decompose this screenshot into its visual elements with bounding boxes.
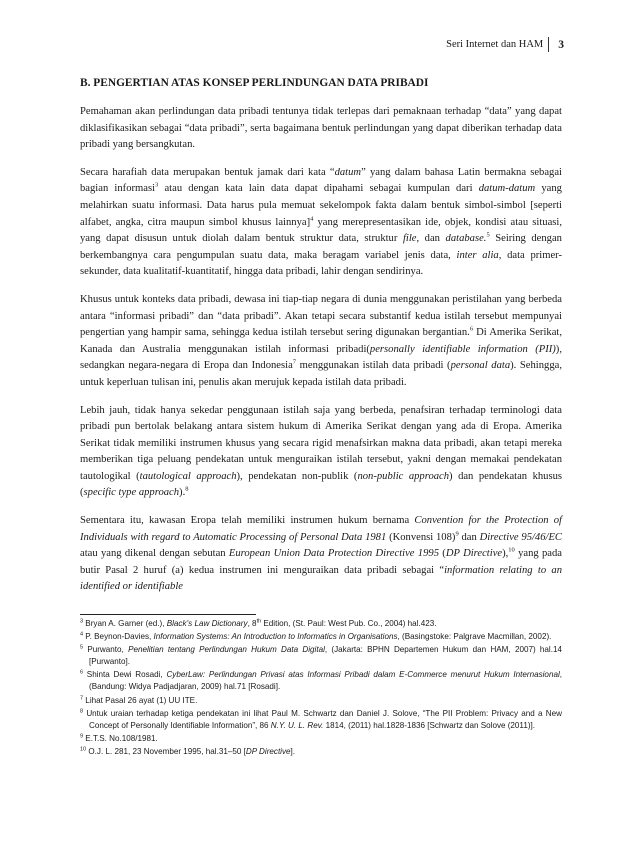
footnote-number: 6 — [80, 669, 84, 676]
text-run: E.T.S. No.108/1981. — [83, 733, 158, 743]
text-run: ” yang dalam bahasa Latin bermakna sebagai bagian informasi — [80, 166, 563, 195]
italic-term: Penelitian tentang Perlindungan Hukum Data Digital — [128, 645, 325, 655]
italic-term: datum — [334, 166, 362, 178]
footnote-number: 8 — [80, 707, 84, 714]
running-header — [446, 37, 564, 52]
footnote-10 — [80, 746, 562, 758]
italic-term: file — [402, 233, 417, 245]
italic-term: Black’s Law Dictionary — [166, 619, 248, 628]
footnote-ref[interactable]: 8 — [185, 485, 189, 493]
text-run: Purwanto, — [83, 645, 129, 655]
italic-term: Convention for the Protection of Individuals with regard to Automatic Processing of Personal Data 1981 — [80, 515, 562, 543]
text-run: ). — [179, 487, 186, 499]
text-run: Di Amerika Serikat, Kanada dan Australia menggunakan istilah informasi pribadi( — [80, 327, 562, 355]
italic-term: non-public approach — [357, 470, 450, 482]
section-title: B. PENGERTIAN ATAS KONSEP PERLINDUNGAN DATA PRIBADI — [80, 77, 429, 89]
footnote-number: 10 — [80, 746, 87, 753]
paragraph-2 — [80, 165, 562, 281]
italic-term: inter alia — [456, 249, 499, 261]
footnote-7 — [80, 695, 562, 707]
main-text — [80, 76, 562, 607]
footnote-number: 4 — [80, 631, 84, 638]
text-run: Untuk uraian terhadap ketiga pendekatan ini lihat Paul M. Schwartz dan Daniel J. Solove, “The PII Problem: Privacy and a New Concept of Personally Identifiable Information”, 86 — [83, 708, 562, 730]
text-run: Shinta Dewi Rosadi, — [83, 670, 167, 680]
paragraph-text: Pemahaman akan perlindungan data pribadi tentunya tidak terlepas dari pemaknaan terhadap “data” yang dapat diklasifikasikan sebagai “data pribadi”, serta bagaimana bentuk perlindungan yang dapat diberikan terhadap data pribadi yang bersangkutan. — [80, 106, 562, 151]
text-run: Bryan A. Garner (ed.), — [83, 619, 167, 628]
text-run: ), — [502, 548, 509, 560]
text-run: atau yang dikenal dengan sebutan — [80, 548, 229, 560]
text-run: yang melahirkan suatu informasi. Data harus pula memuat sekelompok fakta dalam bentuk simbol-simbol [seperti alfabet, angka, citra maupun simbol khusus lainnya] — [80, 183, 562, 228]
italic-term: tautological approach — [139, 470, 237, 482]
text-run: Lebih jauh, tidak hanya sekedar penggunaan istilah saja yang berbeda, penafsiran terhadap terminologi data pribadi pun bertolak belakang antara sistem hukum di Amerika Serikat dengan yang ada di Eropa. Amerika Serikat tidak memiliki instrumen khusus yang secara rigid menafsirkan makna data pribadi, akan tetapi mereka memberikan tiga peluang pendekatan untuk menguraikan istilah tersebut, yakni dengan memakai pendekatan tautologikal ( — [80, 404, 562, 482]
text-run: , (Jakarta: BPHN Departemen Hukum dan HAM, 2007) hal.14 [Purwanto]. — [89, 645, 562, 667]
text-run: dan — [458, 531, 480, 543]
header-divider — [548, 37, 549, 52]
footnote-9 — [80, 733, 562, 745]
text-run: yang pada butir Pasal 2 huruf (a) kedua instrumen ini menguraikan data pribadi sebagai “ — [80, 548, 562, 576]
footnote-separator — [80, 614, 256, 615]
text-run: yang merepresentasikan ide, objek, kondisi atau situasi, yang dapat disusun untuk diolah dalam bentuk struktur data, struktur — [80, 216, 562, 245]
italic-term: information relating to an identified or identifiable — [80, 564, 562, 593]
text-run: ( — [439, 548, 446, 560]
text-run: P. Beynon-Davies, — [83, 632, 154, 642]
footnote-number: 7 — [80, 694, 84, 701]
text-run: , 8 — [247, 619, 257, 628]
text-run: O.J. L. 281, 23 November 1995, hal.31–50 [ — [86, 746, 246, 756]
footnote-number: 5 — [80, 644, 84, 651]
footnote-3 — [80, 618, 562, 630]
footnote-ref[interactable]: 10 — [508, 546, 515, 554]
italic-term: personally identifiable information (PII) — [369, 343, 556, 355]
text-run: ). Sehingga, untuk keperluan tulisan ini, penulis akan merujuk kepada istilah data pribadi. — [80, 360, 562, 388]
text-run: , (Basingstoke: Palgrave Macmillan, 2002). — [397, 632, 552, 642]
footnote-ref[interactable]: 5 — [486, 231, 490, 239]
italic-term: database. — [445, 233, 487, 245]
text-run: Khusus untuk konteks data pribadi, dewasa ini tiap-tiap negara di dunia menggunakan peristilahan yang berbeda antara “informasi pribadi” dan “data pribadi”. Akan tetapi secara substantif kedua istilah tersebut mempunyai pengertian yang hampir sama, sehingga kedua istilah tersebut sering digunakan bergantian. — [80, 293, 562, 339]
page-number: 3 — [558, 38, 564, 51]
text-run: , data primer-sekunder, data kualitatif-kuantitatif, hingga data pribadi, lahir dengan sendirinya. — [80, 249, 562, 278]
italic-term: N.Y. U. L. Rev. — [270, 720, 324, 730]
text-run: , (Bandung: Widya Padjadjaran, 2009) hal.71 [Rosadi]. — [89, 670, 562, 692]
text-run: , dan — [416, 233, 446, 245]
footnote-ref[interactable]: 4 — [310, 215, 314, 223]
italic-term: European Union Data Protection Directive 1995 — [228, 548, 439, 560]
text-run: Seiring dengan berkembangnya cara pengumpulan suatu data, maka beragam variabel jenis data, — [80, 233, 562, 261]
footnote-5 — [80, 644, 562, 668]
footnote-6 — [80, 669, 562, 693]
paragraph-3 — [80, 292, 562, 392]
text-run: Secara harafiah data merupakan bentuk jamak dari kata “ — [80, 166, 335, 178]
text-run: ) dan pendekatan khusus ( — [80, 470, 563, 499]
italic-term: specific type approach — [83, 487, 180, 499]
footnote-ref[interactable]: 6 — [469, 325, 474, 333]
text-run: 1814, (2011) hal.1828-1836 [Schwartz dan Solove (2011)]. — [323, 720, 536, 730]
italic-term: DP Directive — [445, 548, 503, 560]
series-title: Seri Internet dan HAM — [446, 39, 544, 50]
text-run: Sementara itu, kawasan Eropa telah memiliki instrumen hukum bernama — [80, 515, 415, 527]
text-run: (Konvensi 108) — [386, 531, 456, 543]
text-run: atau dengan kata lain data dapat dipahami sebagai kumpulan dari — [158, 183, 479, 195]
footnote-number: 9 — [80, 733, 84, 740]
footnote-number: 3 — [80, 618, 84, 625]
footnote-ref[interactable]: 7 — [292, 358, 297, 366]
text-run: menggunakan istilah data pribadi ( — [296, 360, 451, 372]
italic-term: datum-datum — [478, 183, 536, 195]
paragraph-4 — [80, 403, 562, 503]
footnote-ref[interactable]: 9 — [455, 530, 459, 538]
ordinal-suffix: th — [256, 618, 262, 625]
text-run: ), sedangkan negara-negara di Eropa dan Indonesia — [80, 343, 562, 372]
paragraph-1 — [80, 104, 562, 154]
paragraph-5 — [80, 513, 562, 596]
italic-term: Directive 95/46/EC — [479, 531, 563, 543]
text-run: ), pendekatan non-publik ( — [236, 470, 358, 482]
footnotes — [80, 618, 562, 759]
footnote-4 — [80, 631, 562, 643]
text-run: Lihat Pasal 26 ayat (1) UU ITE. — [83, 695, 198, 705]
italic-term: Information Systems: An Introduction to Informatics in Organisations — [153, 632, 398, 642]
text-run: Edition, (St. Paul: West Pub. Co., 2004) hal.423. — [261, 619, 437, 628]
footnote-ref[interactable]: 3 — [155, 181, 159, 189]
italic-term: personal data — [450, 360, 511, 372]
italic-term: CyberLaw: Perlindungan Privasi atas Informasi Pribadi dalam E-Commerce menurut Hukum Internasional — [166, 670, 560, 680]
text-run: ]. — [290, 746, 296, 756]
footnote-8 — [80, 708, 562, 732]
italic-term: DP Directive — [245, 746, 291, 756]
